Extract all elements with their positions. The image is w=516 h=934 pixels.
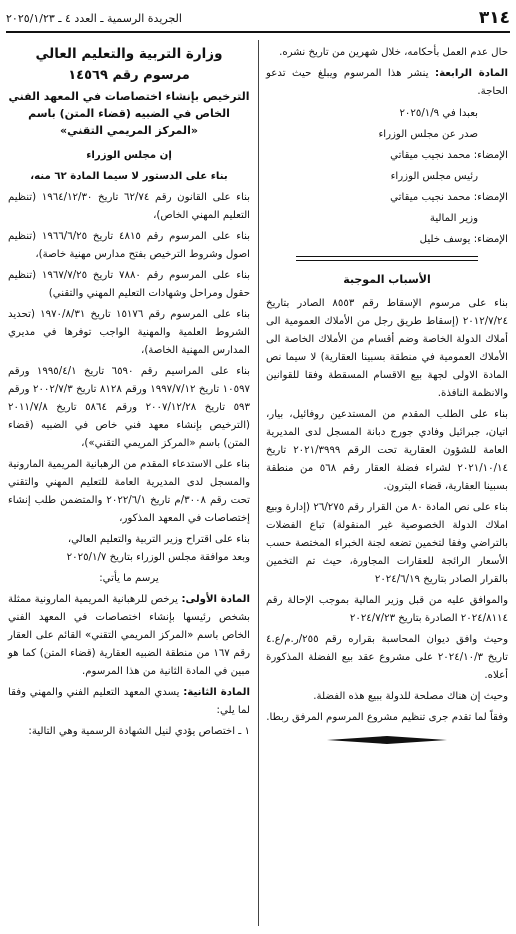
separator: [266, 253, 508, 267]
basis-paragraph: بناء على القانون رقم ٦٢/٧٤ تاريخ ١٩٦٤/١٢/٣٠ (تنظيم التعليم المهني الخاص)،: [8, 192, 250, 221]
reason-paragraph: بناء على الطلب المقدم من المستدعين روفائيل، بيار، اتيان، جبرائيل وفادي جورج دبانة المسجل لدى المديرية العامة للشؤون العقارية تحت الرقم ٢٠٢١/٣٩٩٩ تاريخ ٢٠٢١/١٠/١٤ لشراء فضلة العقار رقم ٥٦٨ من منطقة بسبينا العقارية، قضاء البترون.: [266, 409, 508, 492]
article-label: المادة الثانية:: [183, 687, 250, 698]
signature-2: الإمضاء: محمد نجيب ميقاتي: [390, 192, 508, 203]
end-mark: [266, 735, 508, 747]
article-one: [8, 591, 250, 681]
basis-paragraph: وبعد موافقة مجلس الوزراء بتاريخ ٢٠٢٥/١/٧: [66, 552, 250, 563]
basis-paragraph: بناء على المرسوم رقم ١٥١٧٦ تاريخ ١٩٧٠/٨/٣١ (تحديد الشروط العلمية والمهنية الواجب توفرها في مديري المدارس المهنية الخاصة)،: [8, 309, 250, 356]
council-heading: إن مجلس الوزراء: [86, 150, 172, 161]
article-text: يسدي المعهد التعليم الفني والمهني وفقا لما يلي:: [8, 687, 250, 716]
date-line: بعبدا في ٢٠٢٥/١/٩: [399, 108, 478, 119]
signature-1: الإمضاء: محمد نجيب ميقاتي: [390, 150, 508, 161]
pm-title: رئيس مجلس الوزراء: [390, 171, 478, 182]
header-rule: [6, 31, 510, 33]
left-column: [8, 44, 250, 744]
decrees-line: يرسم ما يأتي:: [99, 573, 159, 584]
right-column: [266, 44, 508, 747]
issue-line: الجريدة الرسمية ـ العدد ٤ ـ ٢٠٢٥/١/٢٣: [6, 11, 182, 25]
reason-paragraph: والموافق عليه من قبل وزير المالية بموجب الإحالة رقم ٢٠٢٤/٨١١٤ الصادرة بتاريخ ٢٠٢٤/٧/٢٣: [266, 595, 508, 624]
article-two: [8, 684, 250, 720]
reasons-title: الأسباب الموجبة: [343, 273, 431, 286]
basis-paragraph: بناء على المرسوم رقم ٧٨٨٠ تاريخ ١٩٦٧/٧/٢٥ (تنظيم حقول ومراحل وشهادات التعليم المهني والتقني): [8, 270, 251, 299]
basis-paragraph: بناء على المراسيم رقم ٦٥٩٠ تاريخ ١٩٩٥/٤/١ ورقم ١٠٥٩٧ تاريخ ١٩٩٧/٧/١٢ ورقم ٨١٢٨ تاريخ ٢٠٠٢/٧/٣ ورقم ٥٩٣ تاريخ ٢٠٠٧/١٢/٢٨ ورقم ٥٨٦٤ تاريخ ٢٠١١/٧/٨ (الترخيص بإنشاء معهد فني خاص في الضبيه (قضاء المتن) باسم «المركز المريمي التقني»)،: [8, 366, 251, 449]
end-mark-icon: [327, 735, 447, 745]
reason-paragraph: وفقاً لما تقدم جرى تنظيم مشروع المرسوم المرفق ربطا.: [266, 712, 508, 723]
article-four: [266, 65, 508, 101]
constitution-basis: بناء على الدستور لا سيما المادة ٦٢ منه،: [30, 171, 228, 182]
page-header: [6, 6, 510, 30]
finance-minister-title: وزير المالية: [429, 213, 478, 224]
basis-paragraph: بناء على المرسوم رقم ٤٨١٥ تاريخ ١٩٦٦/٦/٢٥ (تنظيم اصول وشروط الترخيص بفتح مدارس مهنية خاصة)،: [8, 231, 251, 260]
reason-paragraph: بناء على مرسوم الإسقاط رقم ٨٥٥٣ الصادر بتاريخ ٢٠١٢/٧/٢٤ (إسقاط طريق رجل من الأملاك العمومية الى أملاك الدولة الخاصة وضم أقسام من الأملاك الخاصة الى الأملاك العمومية في منطقة بسبينا العقارية) لا سيما نص المادة الاولى لجهة بيع الاقسام المسقطة وفقا للقوانين والانظمة النافذة.: [266, 298, 508, 399]
decree-number: مرسوم رقم ١٤٥٦٩: [68, 68, 190, 83]
paragraph: حال عدم العمل بأحكامه، خلال شهرين من تاريخ نشره.: [279, 47, 508, 58]
article-label: المادة الأولى:: [181, 594, 250, 605]
reason-paragraph: وحيث وافق ديوان المحاسبة بقراره رقم ٢٥٥/ر.م/ع.٤ تاريخ ٢٠٢٤/١٠/٣ على مشروع عقد بيع الفضلة المذكورة أعلاه.: [266, 634, 509, 681]
decree-subject: الترخيص بإنشاء اختصاصات في المعهد الفني الخاص في الضبيه (قضاء المتن) باسم «المركز المريمي التقني»: [8, 90, 250, 137]
article-text: يرخص للرهبانية المريمية المارونية ممثلة بشخص رئيسها بإنشاء اختصاصات في المعهد الفني الخاص باسم «المركز المريمي التقني» القائم على العقار رقم ١٦٧ من منطقة الضبيه العقارية (قضاء المتن) كما هو مبين في المادة الثانية من هذا المرسوم.: [8, 594, 250, 677]
basis-paragraph: بناء على اقتراح وزير التربية والتعليم العالي،: [67, 534, 250, 545]
page-number: ٣١٤: [478, 8, 510, 28]
reason-paragraph: وحيث إن هناك مصلحة للدولة ببيع هذه الفضلة.: [313, 691, 508, 702]
basis-paragraph: بناء على الاستدعاء المقدم من الرهبانية المريمية المارونية والمسجل لدى المديرية العامة للتعليم المهني والتقني تحت رقم ٣٠٠٨/م تاريخ ٢٠٢٢/٦/١ والمتضمن طلب إنشاء إختصاصات في المعهد المذكور،: [8, 459, 250, 524]
signature-3: الإمضاء: يوسف خليل: [419, 234, 508, 245]
article-two-item: ١ ـ اختصاص يؤدي لنيل الشهادة الرسمية وهي التالية:: [28, 726, 250, 737]
article-text: ينشر هذا المرسوم ويبلغ حيث تدعو الحاجة.: [266, 68, 508, 97]
ministry-title: وزارة التربية والتعليم العالي: [35, 46, 223, 62]
reason-paragraph: بناء على نص المادة ٨٠ من القرار رقم ٢٦/٢٧٥ (إدارة وبيع املاك الدولة الخصوصية غير المنقولة) تباع الفضلات بالتراضي وفقا لتخمين تضعه لجنة الخبراء المختصة حسب الأسعار الرائجة للعقارات المجاورة، حيث تم التخمين بالقرار الصادر بتاريخ ٢٠٢٤/٦/١٩: [266, 502, 508, 585]
column-divider: [258, 40, 259, 926]
article-label: المادة الرابعة:: [435, 68, 508, 79]
issued-by: صدر عن مجلس الوزراء: [378, 129, 478, 140]
